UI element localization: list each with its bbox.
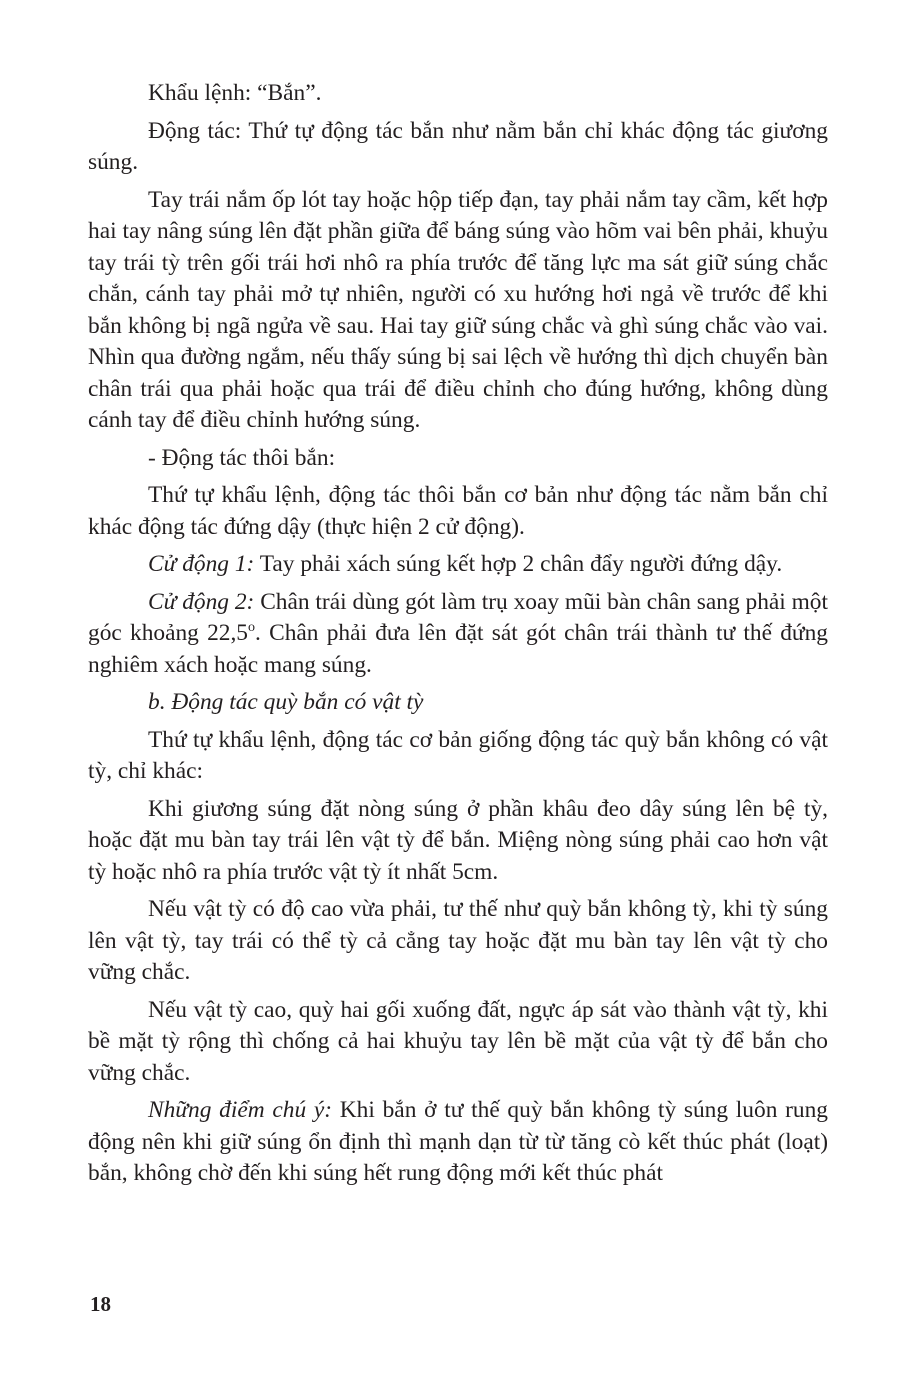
movement-1-label: Cử động 1: (148, 551, 255, 577)
paragraph-notes: Những điểm chú ý: Khi bắn ở tư thế quỳ bắn không tỳ súng luôn rung động nên khi giữ súng ổn định thì mạnh dạn từ từ tăng cò kết thúc phát (loạt) bắn, không chờ đến khi súng hết rung động mới kết thúc phát (88, 1097, 828, 1186)
paragraph-support-high: Nếu vật tỳ cao, quỳ hai gối xuống đất, ngực áp sát vào thành vật tỳ, khi bề mặt tỳ rộng thì chống cả hai khuỷu tay lên bề mặt của vật tỳ để bắn cho vững chắc. (88, 996, 828, 1086)
degree-mark: o (248, 619, 256, 636)
page-number: 18 (90, 1292, 111, 1316)
paragraph-movement-2: Cử động 2: Chân trái dùng gót làm trụ xoay mũi bàn chân sang phải một góc khoảng 22,5$^o$. Chân phải đưa lên đặt sát gót chân trái thành tư thế đứng nghiêm xách hoặc mang súng. (88, 588, 829, 678)
paragraph-action: Động tác: Thứ tự động tác bắn như nằm bắn chỉ khác động tác giương súng. (88, 117, 828, 175)
section-heading: b. Động tác quỳ bắn có vật tỳ (148, 689, 424, 715)
page-body (88, 78, 828, 1196)
paragraph-support-medium: Nếu vật tỳ có độ cao vừa phải, tư thế như quỳ bắn không tỳ, khi tỳ súng lên vật tỳ, tay trái có thể tỳ cả cẳng tay hoặc đặt mu bàn tay lên vật tỳ cho vững chắc. (88, 896, 828, 985)
paragraph-stop-firing: Thứ tự khẩu lệnh, động tác thôi bắn cơ bản như động tác nằm bắn chỉ khác động tác đứng dậy (thực hiện 2 cử động). (88, 482, 828, 540)
movement-2-label: Cử động 2: (148, 588, 255, 615)
paragraph-support-intro: Thứ tự khẩu lệnh, động tác cơ bản giống động tác quỳ bắn không có vật tỳ, chỉ khác: (88, 726, 828, 784)
paragraph-stop-firing-title: - Động tác thôi bắn: (148, 444, 336, 471)
paragraph-command: Khẩu lệnh: “Bắn”. (148, 80, 322, 106)
paragraph-movement-1: Cử động 1: Tay phải xách súng kết hợp 2 chân đẩy người đứng dậy. (148, 551, 783, 577)
paragraph-support-barrel: Khi giương súng đặt nòng súng ở phần khâu đeo dây súng lên bệ tỳ, hoặc đặt mu bàn tay trái lên vật tỳ để bắn. Miệng nòng súng phải cao hơn vật tỳ hoặc nhô ra phía trước vật tỳ ít nhất 5cm. (88, 795, 828, 885)
notes-label: Những điểm chú ý: (148, 1097, 333, 1123)
paragraph-hand-position: Tay trái nắm ốp lót tay hoặc hộp tiếp đạn, tay phải nắm tay cầm, kết hợp hai tay nâng súng lên đặt phần giữa để báng súng vào hõm vai bên phải, khuỷu tay trái tỳ trên gối trái hơi nhô ra phía trước để tăng lực ma sát giữ súng chắc chắn, cánh tay phải mở tự nhiên, người có xu hướng hơi ngả về trước để khi bắn không bị ngã ngửa về sau. Hai tay giữ súng chắc và ghì súng chắc vào vai. Nhìn qua đường ngắm, nếu thấy súng bị sai lệch về hướng thì dịch chuyển bàn chân trái qua phải hoặc qua trái để điều chỉnh cho đúng hướng, không dùng cánh tay để điều chỉnh hướng súng. (88, 186, 828, 433)
